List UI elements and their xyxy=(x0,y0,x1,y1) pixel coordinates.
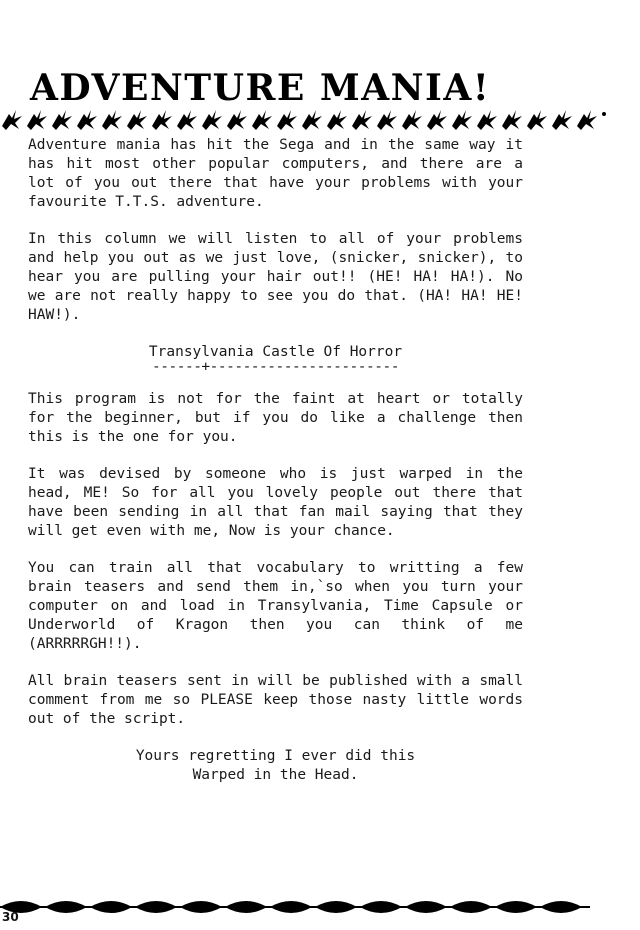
paragraph-author: It was devised by someone who is just warped in the head, ME! So for all you lovely people out there that have been sending in all that fan mail saying that they will get even with me, Now is your chance. xyxy=(28,466,523,539)
article-body xyxy=(28,136,523,785)
border-star-ornament xyxy=(552,110,572,130)
border-lens-ornament xyxy=(135,901,177,913)
border-star-ornament xyxy=(277,110,297,130)
paragraph-brain-teasers: You can train all that vocabulary to writting a few brain teasers and send them in,`so when you turn your computer on and load in Transylvania, Time Capsule or Underworld of Kragon then you can think of me (ARRRRRGH!!). xyxy=(28,560,523,652)
border-star-ornament xyxy=(102,110,122,130)
border-star-ornament xyxy=(327,110,347,130)
border-star-ornament xyxy=(2,110,22,130)
paragraph-column-purpose: In this column we will listen to all of your problems and help you out as we just love, (snicker, snicker), to hear you are pulling your hair out!! (HE! HA! HA!). No we are not really happy to see you do that. (HA! HA! HE! HAW!). xyxy=(28,231,523,323)
closing-line-2: Warped in the Head. xyxy=(192,767,359,783)
border-star-ornament xyxy=(402,110,422,130)
border-star-ornament xyxy=(477,110,497,130)
border-star-ornament xyxy=(202,110,222,130)
border-star-ornament xyxy=(177,110,197,130)
border-star-ornament xyxy=(227,110,247,130)
section-heading xyxy=(28,343,523,375)
closing-line-1: Yours regretting I ever did this xyxy=(135,748,416,764)
decorative-border-bottom xyxy=(0,896,590,918)
border-star-ornament xyxy=(77,110,97,130)
page-number: 30 xyxy=(2,910,19,924)
border-lens-ornament xyxy=(495,901,537,913)
border-lens-ornament xyxy=(360,901,402,913)
border-end-dot xyxy=(602,112,606,116)
border-star-ornament xyxy=(452,110,472,130)
border-star-ornament xyxy=(127,110,147,130)
border-star-ornament xyxy=(27,110,47,130)
border-lens-ornament xyxy=(450,901,492,913)
border-lens-ornament xyxy=(225,901,267,913)
border-lens-ornament xyxy=(45,901,87,913)
border-star-ornament xyxy=(52,110,72,130)
border-lens-ornament xyxy=(540,901,582,913)
border-lens-ornament xyxy=(180,901,222,913)
border-star-ornament xyxy=(502,110,522,130)
border-star-ornament xyxy=(427,110,447,130)
border-lens-ornament xyxy=(405,901,447,913)
paragraph-publishing: All brain teasers sent in will be published with a small comment from me so PLEASE keep those nasty little words out of the script. xyxy=(28,673,523,727)
border-star-ornament xyxy=(577,110,597,130)
decorative-border-top xyxy=(0,108,610,132)
section-heading-underline: ------+----------------------- xyxy=(152,359,399,375)
border-star-ornament xyxy=(352,110,372,130)
section-heading-text: Transylvania Castle Of Horror xyxy=(148,344,403,360)
border-star-ornament xyxy=(377,110,397,130)
border-star-ornament xyxy=(527,110,547,130)
page-title: ADVENTURE MANIA! xyxy=(30,67,491,109)
border-star-ornament xyxy=(302,110,322,130)
paragraph-difficulty: This program is not for the faint at heart or totally for the beginner, but if you do like a challenge then this is the one for you. xyxy=(28,391,523,445)
closing-signature xyxy=(28,747,523,785)
border-lens-ornament xyxy=(270,901,312,913)
border-star-ornament xyxy=(152,110,172,130)
border-lens-ornament xyxy=(315,901,357,913)
paragraph-intro: Adventure mania has hit the Sega and in the same way it has hit most other popular computers, and there are a lot of you out there that have your problems with your favourite T.T.S. adventure. xyxy=(28,137,523,210)
border-lens-ornament xyxy=(90,901,132,913)
border-star-ornament xyxy=(252,110,272,130)
